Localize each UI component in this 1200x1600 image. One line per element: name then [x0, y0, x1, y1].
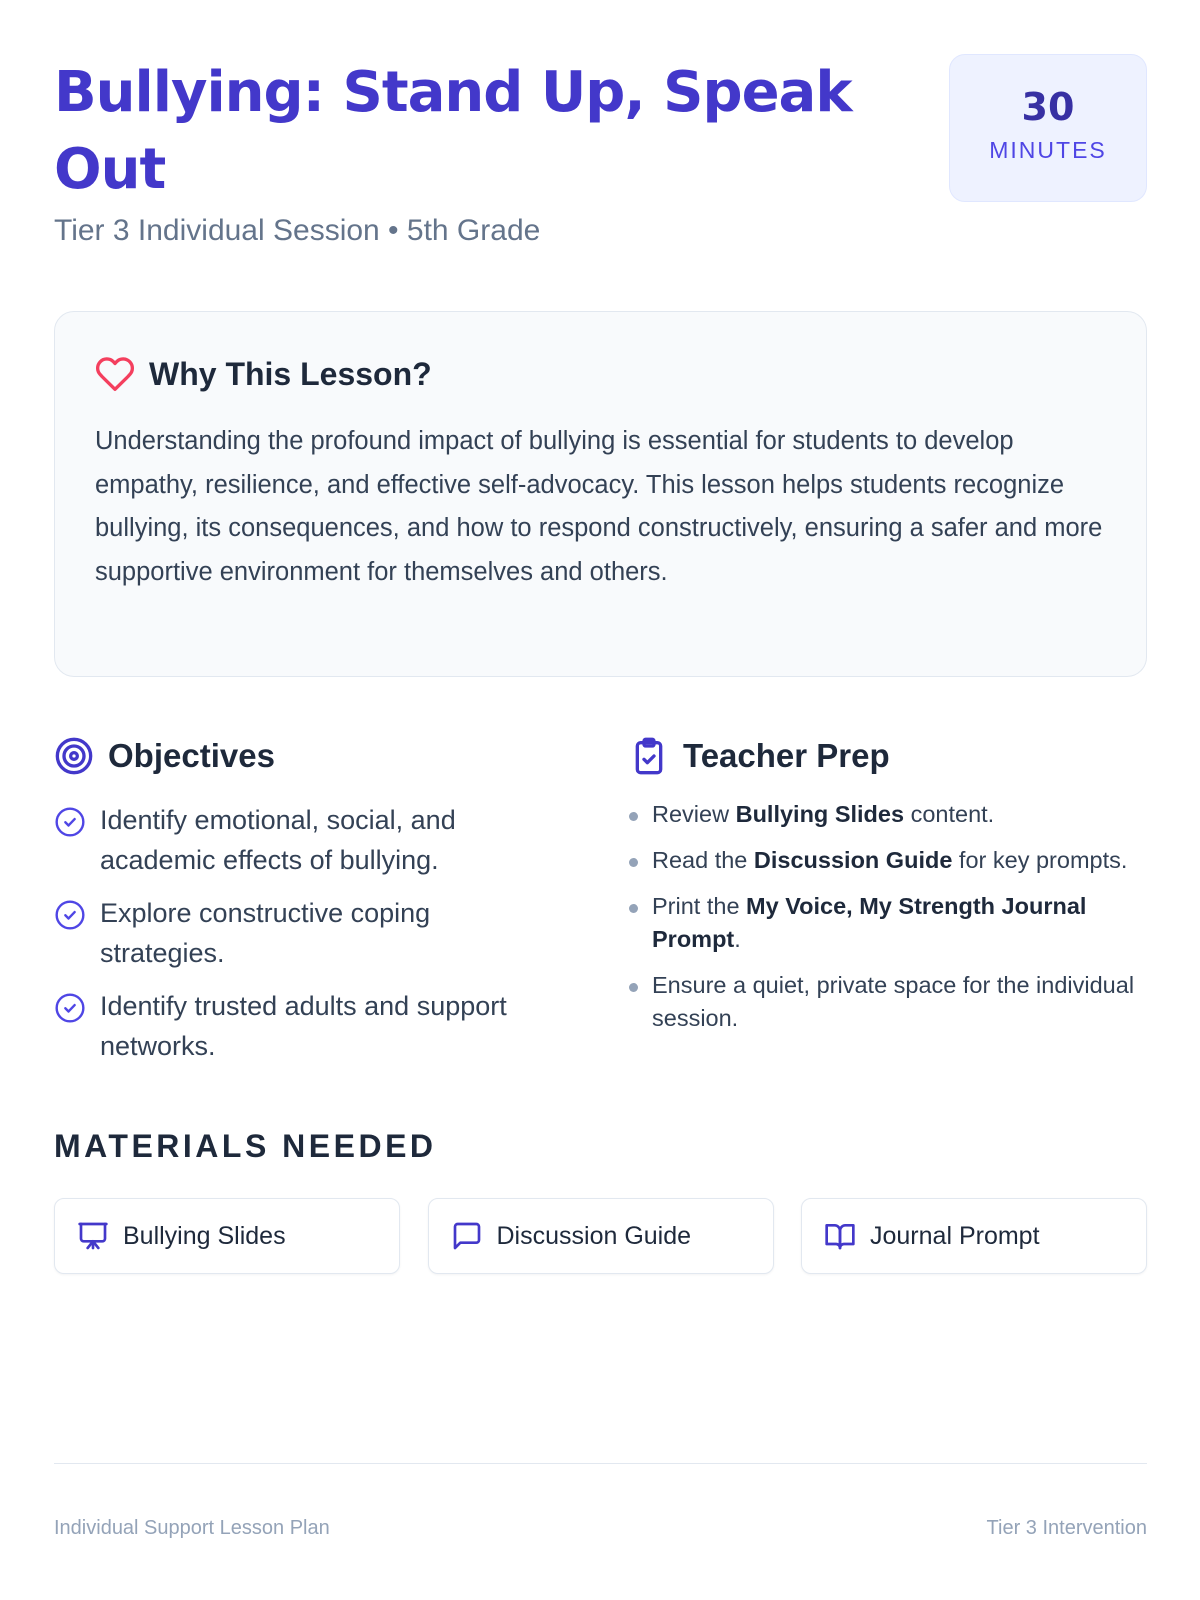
duration-value: 30: [1021, 85, 1075, 129]
material-label: Journal Prompt: [870, 1221, 1040, 1250]
check-circle-icon: [54, 899, 86, 931]
lesson-title: Bullying: Stand Up, Speak Out: [54, 60, 852, 202]
clipboard-check-icon: [629, 736, 669, 776]
list-item: [54, 893, 554, 973]
objective-text: Identify emotional, social, and academic effects of bullying.: [100, 805, 456, 875]
footer-divider: [54, 1463, 1147, 1464]
list-item: [629, 890, 1147, 956]
duration-unit: MINUTES: [989, 137, 1107, 163]
prep-text: Print the My Voice, My Strength Journal Prompt.: [652, 893, 1087, 952]
material-journal-prompt[interactable]: [801, 1198, 1147, 1274]
book-open-icon: [824, 1220, 856, 1252]
heart-icon: [95, 354, 135, 394]
bullet-dot: [629, 904, 638, 913]
material-label: Bullying Slides: [123, 1221, 286, 1250]
teacher-prep-header: [629, 734, 1147, 778]
check-circle-icon: [54, 806, 86, 838]
materials-title: MATERIALS NEEDED: [54, 1128, 437, 1164]
teacher-prep-section: [629, 734, 1147, 1048]
prep-text: Ensure a quiet, private space for the individual session.: [652, 972, 1135, 1031]
why-card-body: Understanding the profound impact of bullying is essential for students to develop empathy, resilience, and effective self-advocacy. This lesson helps students recognize bullying, its consequences, and how to respond constructively, ensuring a safer and more supportive environment for themselves and others.: [95, 427, 1103, 586]
materials-list: [54, 1198, 1147, 1274]
list-item: [629, 844, 1147, 877]
material-discussion-guide[interactable]: [428, 1198, 774, 1274]
material-label: Discussion Guide: [496, 1221, 692, 1250]
bullet-dot: [629, 983, 638, 992]
prep-text: Read the Discussion Guide for key prompts.: [652, 847, 1128, 873]
list-item: [629, 798, 1147, 831]
target-icon: [54, 736, 94, 776]
duration-badge: [949, 54, 1147, 202]
lesson-plan-page: [54, 0, 1147, 1600]
list-item: [54, 800, 554, 880]
material-bullying-slides[interactable]: [54, 1198, 400, 1274]
check-circle-icon: [54, 992, 86, 1024]
presentation-icon: [77, 1220, 109, 1252]
chat-bubble-icon: [451, 1220, 483, 1252]
footer-right-text: Tier 3 Intervention: [986, 1517, 1147, 1539]
objective-text: Explore constructive coping strategies.: [100, 898, 431, 968]
list-item: [54, 986, 554, 1066]
objectives-title: Objectives: [108, 737, 275, 774]
teacher-prep-list: [629, 798, 1147, 1035]
objectives-header: [54, 734, 554, 778]
objectives-section: [54, 734, 554, 1079]
footer-left-text: Individual Support Lesson Plan: [54, 1517, 330, 1539]
bullet-dot: [629, 858, 638, 867]
why-this-lesson-card: [54, 311, 1147, 677]
why-card-header: [95, 352, 1106, 396]
list-item: [629, 969, 1147, 1035]
bullet-dot: [629, 812, 638, 821]
lesson-subtitle: Tier 3 Individual Session • 5th Grade: [54, 214, 541, 247]
why-card-title: Why This Lesson?: [149, 355, 432, 392]
objectives-list: [54, 800, 554, 1066]
lesson-header: [54, 54, 1147, 254]
objective-text: Identify trusted adults and support networks.: [100, 991, 507, 1061]
prep-text: Review Bullying Slides content.: [652, 801, 995, 827]
teacher-prep-title: Teacher Prep: [683, 737, 890, 774]
